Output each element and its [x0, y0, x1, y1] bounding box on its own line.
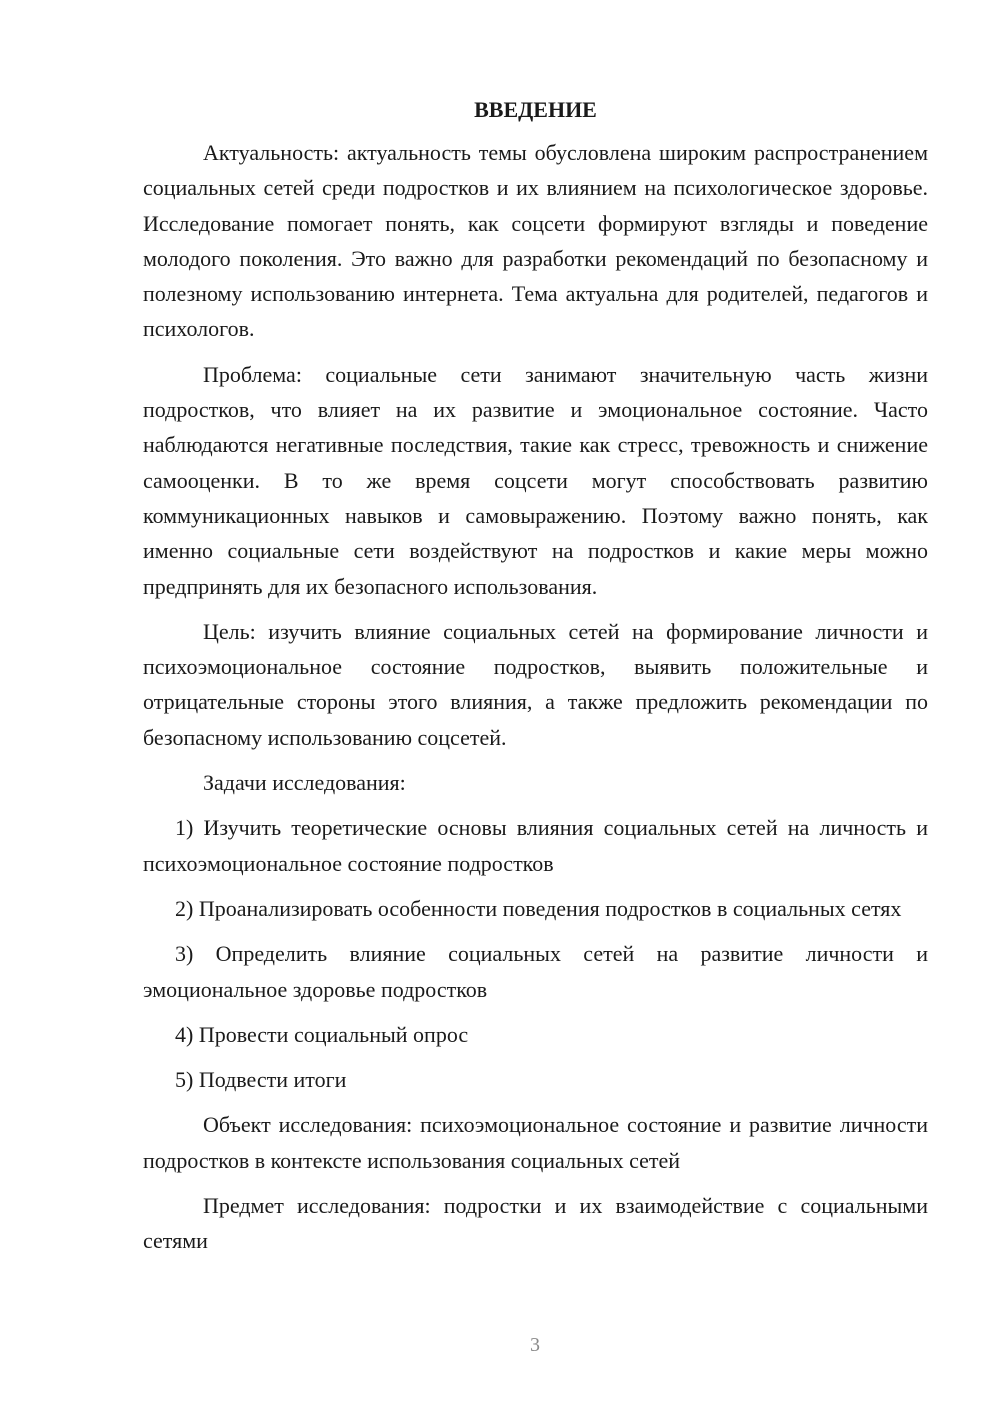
subject-paragraph: Предмет исследования: подростки и их взаимодействие с социальными сетями	[143, 1193, 928, 1254]
task-item: 1) Изучить теоретические основы влияния социальных сетей на личность и психоэмоциональное состояние подростков	[143, 815, 928, 876]
relevance-paragraph: Актуальность: актуальность темы обусловлена широким распространением социальных сетей среди подростков и их влиянием на психологическое здоровье. Исследование помогает понять, как соцсети формируют взгляды и поведение молодого поколения. Это важно для разработки рекомендаций по безопасному и полезному использованию интернета. Тема актуальна для родителей, педагогов и психологов.	[143, 140, 928, 342]
page-content	[143, 92, 928, 1269]
problem-paragraph: Проблема: социальные сети занимают значительную часть жизни подростков, что влияет на их развитие и эмоциональное состояние. Часто наблюдаются негативные последствия, такие как стресс, тревожность и снижение самооценки. В то же время соцсети могут способствовать развитию коммуникационных навыков и самовыражению. Поэтому важно понять, как именно социальные сети воздействуют на подростков и какие меры можно предпринять для их безопасного использования.	[143, 361, 928, 599]
page-number: 3	[530, 1334, 540, 1356]
tasks-label: Задачи исследования:	[203, 770, 406, 796]
section-heading: ВВЕДЕНИЕ	[474, 97, 597, 122]
object-paragraph: Объект исследования: психоэмоциональное состояние и развитие личности подростков в контексте использования социальных сетей	[143, 1112, 928, 1173]
goal-paragraph: Цель: изучить влияние социальных сетей на формирование личности и психоэмоциональное состояние подростков, выявить положительные и отрицательные стороны этого влияния, а также предложить рекомендации по безопасному использованию соцсетей.	[143, 618, 928, 750]
task-item: 5) Подвести итоги	[175, 1067, 347, 1093]
task-item: 4) Провести социальный опрос	[175, 1021, 469, 1047]
task-item: 3) Определить влияние социальных сетей на развитие личности и эмоциональное здоровье подростков	[143, 941, 928, 1002]
task-item: 2) Проанализировать особенности поведения подростков в социальных сетях	[175, 895, 902, 921]
